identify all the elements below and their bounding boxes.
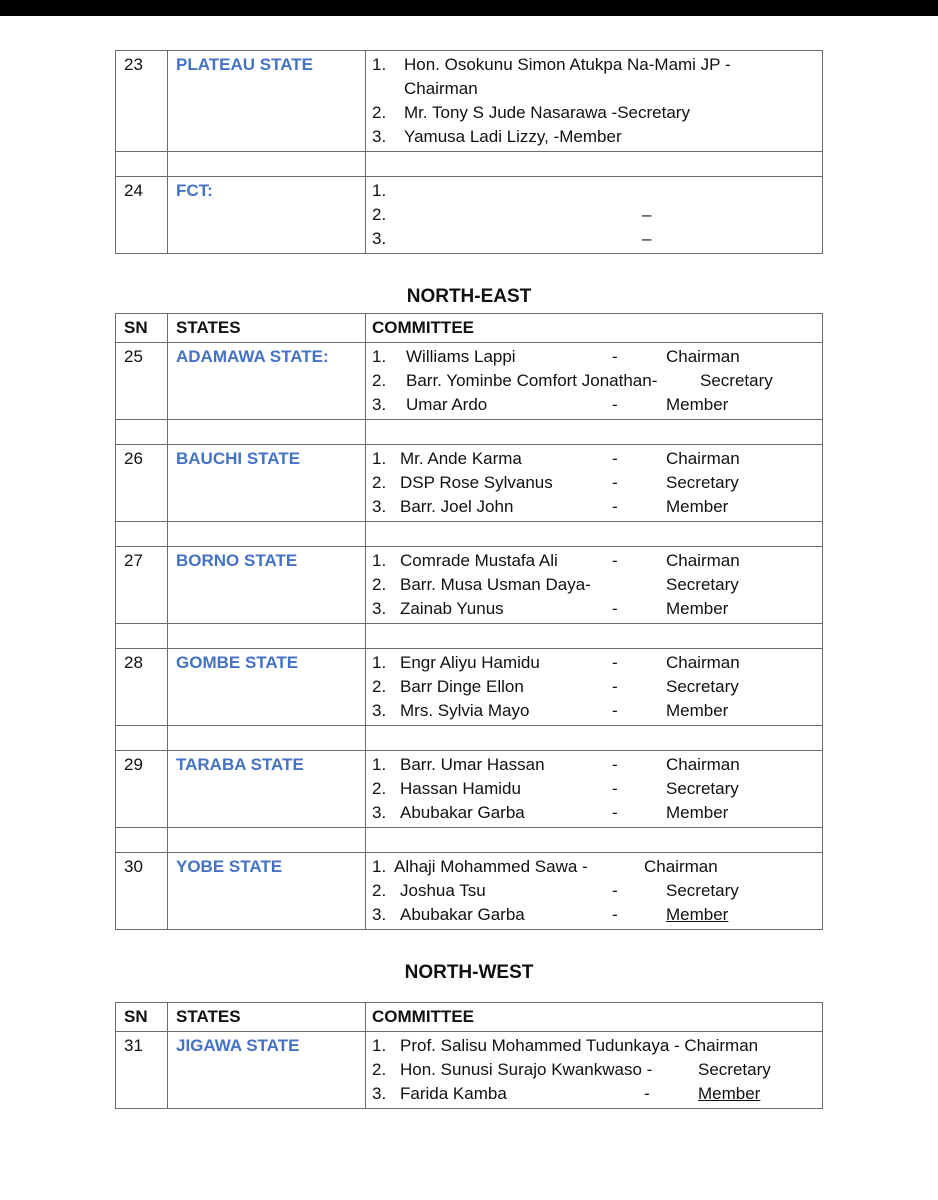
member-number: 1. — [372, 55, 387, 74]
member-name: Farida Kamba — [400, 1084, 507, 1103]
member-name: Williams Lappi — [406, 347, 516, 366]
member-dash: - — [612, 653, 618, 672]
table-row — [116, 547, 823, 624]
member-name: Joshua Tsu — [400, 881, 486, 900]
member-dash: - — [612, 803, 618, 822]
sn-cell: 30 — [116, 853, 168, 930]
section-heading-north-west: NORTH-WEST — [404, 962, 534, 983]
member-dash: - — [612, 347, 618, 366]
table-header-row — [116, 314, 823, 343]
member-number: 2. — [372, 779, 387, 798]
spacer-row — [116, 828, 823, 853]
member-number: 3. — [372, 395, 387, 414]
header-committee: COMMITTEE — [366, 314, 823, 343]
member-number: 2. — [372, 371, 387, 390]
member-dash: - — [612, 881, 618, 900]
state-cell: FCT: — [168, 177, 366, 254]
member-number: 2. — [372, 473, 387, 492]
member-number: 3. — [372, 229, 387, 248]
member-number: 2. — [372, 575, 387, 594]
member-number: 3. — [372, 803, 387, 822]
committee-cell — [366, 445, 823, 522]
sn-cell: 27 — [116, 547, 168, 624]
member-dash: - — [612, 551, 618, 570]
table-header-row — [116, 1003, 823, 1032]
member-name: Barr Dinge Ellon — [400, 677, 524, 696]
member-name: Mrs. Sylvia Mayo — [400, 701, 530, 720]
section-heading-north-east: NORTH-EAST — [406, 286, 532, 307]
member-role: Secretary — [666, 677, 739, 696]
member-number: 2. — [372, 103, 387, 122]
member-role: Member — [666, 803, 729, 822]
table-row — [116, 177, 823, 254]
state-cell: GOMBE STATE — [168, 649, 366, 726]
sn-cell: 26 — [116, 445, 168, 522]
member-number: 1. — [372, 1036, 387, 1055]
north-west-table — [115, 1002, 823, 1109]
member-number: 1. — [372, 755, 387, 774]
member-name: Abubakar Garba — [400, 905, 525, 924]
member-role: Secretary — [666, 881, 739, 900]
state-cell: TARABA STATE — [168, 751, 366, 828]
committee-cell — [366, 751, 823, 828]
member-number: 1. — [372, 449, 387, 468]
member-name: DSP Rose Sylvanus — [400, 473, 553, 492]
header-sn: SN — [116, 314, 168, 343]
member-number: 1. — [372, 181, 387, 200]
table-row — [116, 649, 823, 726]
member-name: Mr. Ande Karma — [400, 449, 522, 468]
member-role: Member — [698, 1084, 761, 1103]
sn-cell: 28 — [116, 649, 168, 726]
member-number: 1. — [372, 347, 387, 366]
committee-cell — [366, 51, 823, 152]
spacer-row — [116, 420, 823, 445]
member-number: 2. — [372, 677, 387, 696]
committee-cell — [366, 649, 823, 726]
state-cell: ADAMAWA STATE: — [168, 343, 366, 420]
member-text: Prof. Salisu Mohammed Tudunkaya - Chairman — [400, 1036, 759, 1055]
sn-cell: 31 — [116, 1032, 168, 1109]
member-role: Member — [666, 701, 729, 720]
committee-cell — [366, 547, 823, 624]
member-role: Member — [666, 905, 729, 924]
member-number: 1. — [372, 653, 387, 672]
table-row — [116, 853, 823, 930]
member-dash: – — [642, 229, 652, 248]
member-role: Chairman — [666, 755, 740, 774]
spacer-row — [116, 522, 823, 547]
member-dash: - — [612, 677, 618, 696]
member-dash: - — [612, 905, 618, 924]
header-states: STATES — [168, 314, 366, 343]
member-name: Zainab Yunus — [400, 599, 504, 618]
member-name: Barr. Yominbe Comfort Jonathan- — [406, 371, 658, 390]
member-dash: - — [612, 599, 618, 618]
member-role: Secretary — [666, 575, 739, 594]
member-number: 2. — [372, 1060, 387, 1079]
header-states: STATES — [168, 1003, 366, 1032]
member-number: 2. — [372, 205, 387, 224]
member-name: Abubakar Garba — [400, 803, 525, 822]
member-number: 3. — [372, 1084, 387, 1103]
member-name: Comrade Mustafa Ali — [400, 551, 558, 570]
sn-cell: 23 — [116, 51, 168, 152]
spacer-row — [116, 726, 823, 751]
north-central-table-continued — [115, 50, 823, 254]
member-role: Member — [666, 497, 729, 516]
member-text: Yamusa Ladi Lizzy, -Member — [404, 127, 622, 146]
table-row — [116, 751, 823, 828]
member-number: 2. — [372, 881, 387, 900]
spacer-row — [116, 152, 823, 177]
sn-cell: 24 — [116, 177, 168, 254]
state-cell: BORNO STATE — [168, 547, 366, 624]
member-name: Hon. Sunusi Surajo Kwankwaso - — [400, 1060, 653, 1079]
member-text: Hon. Osokunu Simon Atukpa Na-Mami JP - — [404, 55, 731, 74]
member-role: Secretary — [666, 473, 739, 492]
committee-cell — [366, 1032, 823, 1109]
table-row — [116, 445, 823, 522]
member-role: Member — [666, 599, 729, 618]
member-number: 3. — [372, 701, 387, 720]
header-sn: SN — [116, 1003, 168, 1032]
member-number — [372, 77, 396, 101]
state-cell: PLATEAU STATE — [168, 51, 366, 152]
table-row — [116, 343, 823, 420]
member-role: Secretary — [700, 371, 773, 390]
member-dash: - — [612, 473, 618, 492]
member-role: Chairman — [666, 449, 740, 468]
member-dash: – — [642, 205, 652, 224]
header-committee: COMMITTEE — [366, 1003, 823, 1032]
member-name: Hassan Hamidu — [400, 779, 521, 798]
member-role: Chairman — [666, 653, 740, 672]
member-name: Engr Aliyu Hamidu — [400, 653, 540, 672]
member-number: 1. — [372, 551, 387, 570]
member-role: Member — [666, 395, 729, 414]
table-row — [116, 51, 823, 152]
member-dash: - — [644, 1084, 650, 1103]
state-cell: BAUCHI STATE — [168, 445, 366, 522]
member-name: Barr. Joel John — [400, 497, 514, 516]
member-number: 3. — [372, 497, 387, 516]
member-dash: - — [612, 755, 618, 774]
state-cell: JIGAWA STATE — [168, 1032, 366, 1109]
member-role: Chairman — [666, 347, 740, 366]
sn-cell: 25 — [116, 343, 168, 420]
member-number: 1. — [372, 857, 387, 876]
member-number: 3. — [372, 599, 387, 618]
spacer-row — [116, 624, 823, 649]
document-page — [0, 16, 938, 1200]
member-dash: - — [612, 395, 618, 414]
sn-cell: 29 — [116, 751, 168, 828]
member-text: Mr. Tony S Jude Nasarawa -Secretary — [404, 103, 690, 122]
committee-cell — [366, 853, 823, 930]
member-role: Secretary — [666, 779, 739, 798]
state-cell: YOBE STATE — [168, 853, 366, 930]
committee-cell — [366, 343, 823, 420]
member-name: Barr. Musa Usman Daya- — [400, 575, 591, 594]
north-east-table — [115, 313, 823, 930]
member-dash: - — [612, 497, 618, 516]
member-dash: - — [612, 701, 618, 720]
member-dash: - — [612, 449, 618, 468]
member-name: Barr. Umar Hassan — [400, 755, 545, 774]
member-role: Chairman — [644, 857, 718, 876]
member-number: 3. — [372, 905, 387, 924]
committee-cell — [366, 177, 823, 254]
table-row — [116, 1032, 823, 1109]
member-name: Alhaji Mohammed Sawa - — [394, 857, 588, 876]
member-name: Umar Ardo — [406, 395, 488, 414]
member-dash: - — [612, 779, 618, 798]
member-text: Chairman — [404, 79, 478, 98]
member-role: Secretary — [698, 1060, 771, 1079]
member-role: Chairman — [666, 551, 740, 570]
member-number: 3. — [372, 127, 387, 146]
